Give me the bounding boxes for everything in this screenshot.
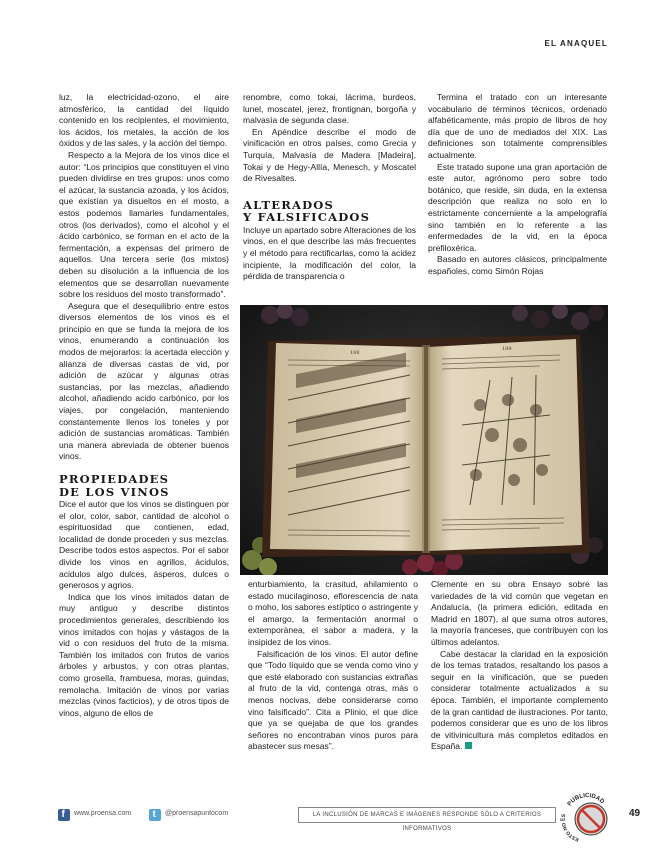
right-page-number: 189 <box>502 346 512 352</box>
paragraph: luz, la electricidad-ozono, el aire atmosférico, la cantidad del líquido contenido en los recipientes, el movimiento, los ácidos, los metales, la acción de los óxidos y de las sales, y la acción del tiempo. <box>59 92 229 149</box>
column-3-bottom <box>431 579 608 753</box>
website-link[interactable]: www.proensa.com <box>74 810 132 817</box>
end-mark-icon <box>465 742 472 749</box>
paragraph: Basado en autores clásicos, principalmente españoles, como Simón Rojas <box>428 254 607 276</box>
column-1 <box>59 92 229 719</box>
facebook-icon[interactable] <box>58 809 70 821</box>
paragraph: Respecto a la Mejora de los vinos dice el autor: “Los principios que constituyen el vino pueden dividirse en tres grupos: unos como el azúcar, la sustancia azoada, y los ácidos, que existían ya disueltos en el mosto, a estos podemos llamarles fundamentales, otros (los derivados), como el alcohol y el ácido carbónico, se forman en el acto de la fermentación, a expensas del primero de aquellos. Una tercera serie (los mixtos) deben su disolución a la influencia de los elementos que se desarrollan nuevamente sobre los residuos del mosto transformado”. <box>59 149 229 300</box>
subheading-line: Y FALSIFICADOS <box>243 210 371 225</box>
paragraph: Incluye un apartado sobre Alteraciones de los vinos, en el que describe las más frecuentes y el método para rectificarlas, como la acidez incipiente, la modificación del color, la pérdida de transparencia o <box>243 224 416 282</box>
paragraph: renombre, como tokai, lácrima, burdeos, lunel, moscatel, jerez, frontignan, borgoña y malvasía de segunda clase. <box>243 92 416 126</box>
disclaimer-box: LA INCLUSIÓN DE MARCAS E IMÁGENES RESPONDE SÓLO A CRITERIOS INFORMATIVOS <box>298 807 556 823</box>
paragraph: Indica que los vinos imitados datan de muy antiguo y describe distintos procedimientos generales, describiendo los vinos imitados con hojas y vástagos de la vid o con residuos del fruto de la misma. También los imitados con frutos de varios árboles y arbustos, y con otras plantas, como grosella, frambuesa, moras, guindas, remolacha. Imitación de vinos por varias mezclas (vinos facticios), y de otros tipos de vinos, alguno de ellos de <box>59 591 229 718</box>
subheading-line: PROPIEDADES <box>59 472 170 486</box>
paragraph-text: Cabe destacar la claridad en la exposición de los temas tratados, resaltando los pasos a seguir en la vinificación, que se pueden considerar totalmente actualizados a su época. También, el importante complemento de la gran cantidad de ilustraciones. Por tanto, podemos considerar que es uno de los libros de vitivinicultura más completos editados en España. <box>431 648 608 752</box>
badge-top-text: PUBLICIDAD <box>566 792 605 808</box>
subheading <box>243 199 416 224</box>
not-advertising-badge-icon <box>559 789 615 845</box>
page-number: 49 <box>629 808 641 819</box>
paragraph: Este tratado supone una gran aportación de este autor, agrónomo pero sobre todo botánico, que reside, sin duda, en la extensa descripción que realiza no solo en lo estrictamente concerniente a la ampelografía sino también en lo referente a las enfermedades de la vid, en la época prefiloxérica. <box>428 161 607 253</box>
column-3-top <box>428 92 607 278</box>
column-2-bottom <box>248 579 418 753</box>
paragraph: Termina el tratado con un interesante vocabulario de términos técnicos, ordenado alfabéticamente, más propio de libros de hoy día que de uno de mediados del XIX. Las definiciones son totalmente comprensibles actualmente. <box>428 92 607 160</box>
twitter-link[interactable]: @proensapuntocom <box>165 810 229 817</box>
subheading-line: ALTERADOS <box>243 197 334 212</box>
column-2-top <box>243 92 416 283</box>
paragraph: En Apéndice describe el modo de vinificación en otros países, como Grecia y Turquía, Malvasía de Madera [Madeira], Tokai y de Hegy-Allía, Menesch, y Moscatel de Rivesaltes. <box>243 126 416 184</box>
twitter-icon[interactable] <box>149 809 161 821</box>
book-photo <box>240 305 608 575</box>
paragraph: enturbiamiento, la crasitud, ahilamiento o estado mucilaginoso, eflorescencia de nata o moho, los sabores estíptico o astringente y el amargo, la fermentación anormal o extemporánea, el sabor a madera, y la insipidez de los vinos. <box>248 579 418 647</box>
paragraph <box>431 649 608 753</box>
paragraph: Asegura que el desequilibrio entre estos diversos elementos de los vinos es el principio en que se funda la mejora de los vinos, enumerando a continuación los modos de mejorarlos: la acertada elección y alianza de diversas castas de vid, por adición de azúcar y algunas otras sustancias, por las mezclas, añadiendo alcohol, añadiendo acido carbónico, por los viajes, por congelación, manteniendo constantemente llenos los toneles y por adición de sustancias aromáticas. También una manera abreviada de obtener buenos vinos. <box>59 300 229 462</box>
subheading <box>59 473 229 498</box>
section-label: EL ANAQUEL <box>544 39 608 48</box>
paragraph: Falsificación de los vinos. El autor define que “Todo líquido que se venda como vino y que esté elaborado con sustancias extrañas al fruto de la vid, contenga otras, más o menos nocivas, debe considerarse como vino falsificado”. Cita a Plinio, el que dice que ya se quejaba de que los grandes señores no encontraban vinos puros para abastecer sus mesas”. <box>248 648 418 752</box>
subheading-line: DE LOS VINOS <box>59 484 170 499</box>
paragraph: Dice el autor que los vinos se distinguen por el olor, color, sabor, cantidad de alcohol o espirituosidad que contienen, edad, localidad de donde proceden y sus mezclas. Describe todos estos aspectos. Por el sabor divide los vinos en agrillos, ácidulos, acidulos algo dulces, ásperos, dulces o generosos y agrios. <box>59 499 229 591</box>
badge-side-text: ESTO NO ES <box>560 813 580 843</box>
paragraph: Clemente en su obra Ensayo sobre las variedades de la vid común que vegetan en Andalucía, (la primera edición, editada en Madrid en 1807), al que suma otros autores, la mayoría franceses, que contribuyen con los últimos adelantos. <box>431 579 608 647</box>
left-page-number: 188 <box>350 350 360 356</box>
